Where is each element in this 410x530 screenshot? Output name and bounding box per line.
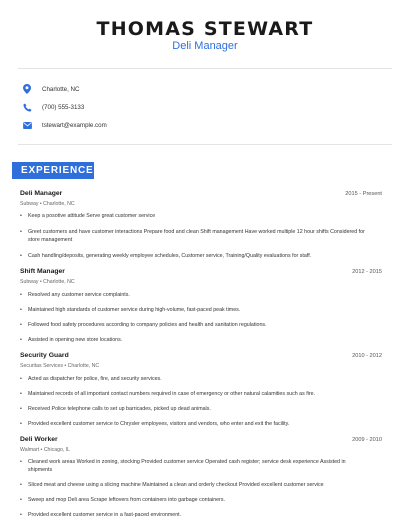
job-dates: 2015 - Present xyxy=(345,191,382,197)
email-icon xyxy=(22,120,32,130)
contact-phone xyxy=(22,101,84,113)
job-bullet: • Followed food safety procedures according to company policies and health and sanitation regulations. xyxy=(20,322,267,328)
bullet-dot: • xyxy=(20,229,22,235)
job-bullet: • Received Police telephone calls to set up barricades, picked up dead animals. xyxy=(20,406,211,412)
job-bullet: • Maintained records of all important contact numbers required in case of emergency or other natural calamities such as fire. xyxy=(20,391,316,397)
job-title: Deli Worker xyxy=(20,436,58,443)
job-company: Walmart • Chicago, IL xyxy=(20,447,71,453)
job-bullet: • Provided excellent customer service to Chrysler employees, visitors and vendors, who enter and exit the facility. xyxy=(20,421,290,427)
bullet-dot: • xyxy=(20,482,22,488)
bullet-dot: • xyxy=(20,459,22,465)
bullet-dot: • xyxy=(20,406,22,412)
bullet-dot: • xyxy=(20,391,22,397)
job-title: Shift Manager xyxy=(20,268,65,275)
location-pin-icon xyxy=(22,84,32,94)
contact-email-text: tstewart@example.com xyxy=(42,121,107,129)
job-dates: 2012 - 2015 xyxy=(352,269,382,275)
job-dates: 2010 - 2012 xyxy=(352,353,382,359)
job-bullet: • Cleaned work areas Worked in zoning, stocking Provided customer service Operated cash register; service desk experience Assisted in shipments xyxy=(20,459,346,473)
bullet-dot: • xyxy=(20,512,22,518)
job-bullet: • Sliced meat and cheese using a slicing machine Maintained a clean and orderly checkout Provided excellent customer service xyxy=(20,482,324,488)
contact-location-text: Charlotte, NC xyxy=(42,85,80,93)
job-bullet: • Acted as dispatcher for police, fire, and security services. xyxy=(20,376,162,382)
bullet-dot: • xyxy=(20,322,22,328)
contact-location xyxy=(22,83,79,95)
header-divider xyxy=(18,68,392,69)
job-bullet: • Sweep and mop Deli area Scrape leftovers from containers into garbage containers. xyxy=(20,497,225,503)
job-bullet: • Resolved any customer service complaints. xyxy=(20,292,130,298)
phone-icon xyxy=(22,102,32,112)
bullet-dot: • xyxy=(20,376,22,382)
candidate-role: Deli Manager xyxy=(172,40,238,52)
bullet-dot: • xyxy=(20,337,22,343)
job-title: Deli Manager xyxy=(20,190,63,197)
bullet-dot: • xyxy=(20,253,22,259)
job-bullet: • Assisted in opening new store locations. xyxy=(20,337,123,343)
job-title: Security Guard xyxy=(20,352,69,359)
job-bullet: • Maintained high standards of customer service during high-volume, fast-paced peak times. xyxy=(20,307,241,313)
job-bullet: • Keep a posotive attitude Serve great customer service xyxy=(20,213,156,219)
job-bullet: • Cash handling/deposits, generating weekly employee schedules, Customer service, Training/Quality evaluations for staff. xyxy=(20,253,312,259)
job-company: Subway • Charlotte, NC xyxy=(20,201,75,207)
job-bullet: • Greet customers and have customer interactions Prepare food and clean Shift management Have worked multiple 12 hour shifts Considered for store management xyxy=(20,229,365,243)
bullet-dot: • xyxy=(20,497,22,503)
contact-phone-text: (700) 555-3133 xyxy=(42,103,85,111)
job-company: Securitas Services • Charlotte, NC xyxy=(20,363,100,369)
bullet-dot: • xyxy=(20,421,22,427)
candidate-name: THOMAS STEWART xyxy=(96,18,314,40)
job-dates: 2009 - 2010 xyxy=(352,437,382,443)
job-company: Subway • Charlotte, NC xyxy=(20,279,75,285)
experience-heading: EXPERIENCE xyxy=(12,162,94,179)
job-bullet: • Provided excellent customer service in a fast-paced environment. xyxy=(20,512,182,518)
contact-divider xyxy=(18,144,392,145)
bullet-dot: • xyxy=(20,307,22,313)
bullet-dot: • xyxy=(20,213,22,219)
bullet-dot: • xyxy=(20,292,22,298)
contact-email xyxy=(22,119,107,131)
